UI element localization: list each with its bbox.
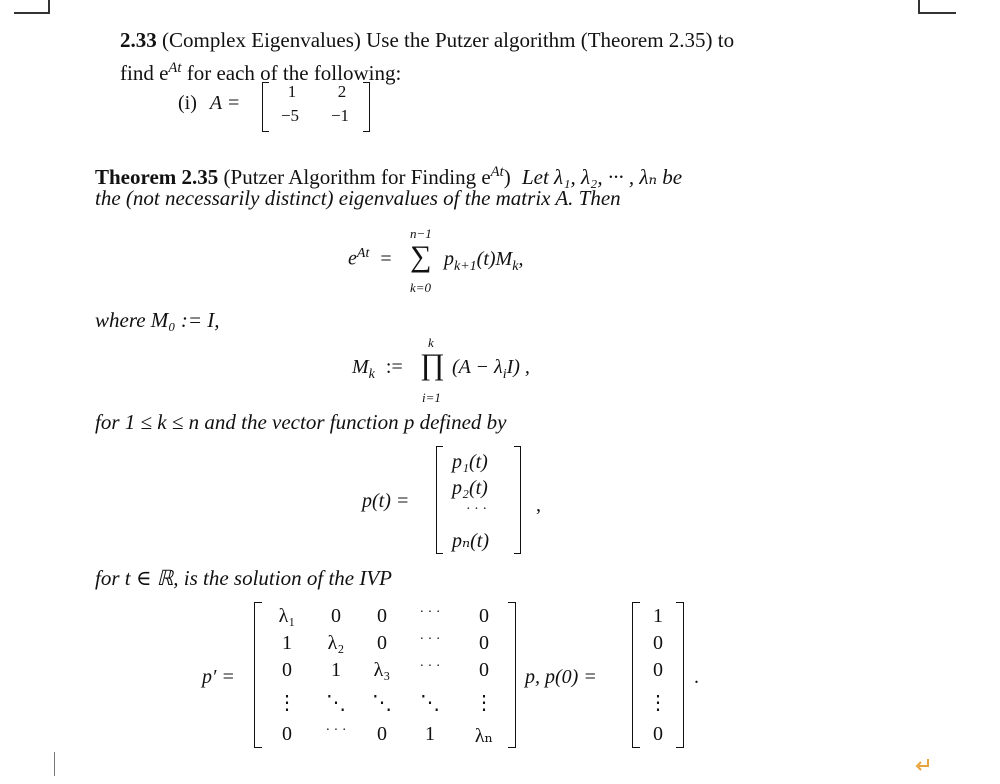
product-symbol-icon: ∏ — [420, 348, 445, 381]
eq4-lhs: p′ = — [202, 666, 235, 688]
eq1-lhs-base: e — [348, 247, 357, 270]
big-matrix-cell: 1 — [425, 723, 435, 745]
where-text: where M₀ := I, — [95, 308, 220, 332]
corner-mark-top-left — [14, 0, 50, 14]
matrix-a-left-bracket — [262, 82, 269, 132]
eq3-comma: , — [536, 494, 541, 516]
part-label: (i) — [178, 92, 197, 114]
eq1-lhs-sup: At — [356, 246, 370, 261]
big-matrix-cell: · · · — [325, 723, 347, 738]
eq1-rhs-sub: k+1 — [454, 259, 477, 274]
eq2-prod-bottom: i=1 — [422, 390, 441, 405]
vector-p-entry: · · · — [466, 502, 487, 517]
theorem-line-2: the (not necessarily distinct) eigenvalues of the matrix A. Then — [95, 186, 621, 210]
big-matrix-cell: 0 — [282, 723, 292, 745]
big-matrix-cell: ⋱ — [326, 692, 346, 714]
matrix-a-cell: −5 — [280, 106, 300, 125]
problem-number: 2.33 — [120, 28, 157, 52]
eq1-rhs-rest: (t)M — [476, 248, 513, 270]
matrix-a-cell: −1 — [330, 106, 350, 125]
init-vector-cell: 0 — [653, 659, 663, 681]
problem-line-2 — [120, 54, 734, 87]
eq3-lhs: p(t) = — [362, 490, 410, 512]
ivp-text: for t ∈ ℝ, is the solution of the IVP — [95, 566, 392, 590]
big-matrix-cell: · · · — [419, 605, 441, 620]
return-arrow-icon — [914, 756, 932, 774]
big-matrix-cell: 1 — [331, 659, 341, 681]
problem-line2-text: find e — [120, 61, 169, 85]
eq1-sum-top: n−1 — [410, 226, 432, 241]
corner-mark-bottom-left — [54, 752, 55, 776]
big-matrix-cell: ⋱ — [372, 692, 392, 714]
eq1-rhs-sub2: k — [512, 259, 519, 274]
big-matrix-cell: 0 — [377, 632, 387, 654]
sum-symbol-icon: ∑ — [410, 240, 432, 273]
big-matrix-cell: ⋱ — [420, 692, 440, 714]
matrix-a-cell: 1 — [287, 82, 297, 101]
problem-line2-rest: for each of the following: — [186, 61, 402, 85]
problem-line2-sup: At — [168, 60, 182, 76]
big-matrix-cell: 0 — [479, 605, 489, 627]
big-matrix-left-bracket — [254, 602, 262, 748]
eq1-sum-bottom: k=0 — [410, 280, 432, 295]
matrix-a-right-bracket — [363, 82, 370, 132]
problem-statement — [120, 26, 734, 87]
big-matrix-right-bracket — [508, 602, 516, 748]
big-matrix-cell: 0 — [282, 659, 292, 681]
big-matrix-cell: 0 — [377, 605, 387, 627]
eq2-rhs-rest: I) , — [506, 356, 530, 378]
eq4-mid-text: p, p(0) = — [525, 666, 597, 688]
part-i-label — [178, 92, 240, 115]
eq2-rhs-sub: i — [502, 367, 507, 382]
problem-heading: (Complex Eigenvalues) — [162, 28, 361, 52]
eq2-lhs — [352, 356, 403, 383]
big-matrix-cell: λ₃ — [373, 659, 391, 681]
big-matrix-cell: ⋮ — [277, 692, 297, 714]
vector-p-entry: p₂(t) — [452, 477, 488, 499]
eq2-assign: := — [385, 356, 403, 378]
theorem-title-paren: (Putzer Algorithm for Finding e — [223, 165, 491, 189]
big-matrix-cell: λ₂ — [327, 632, 345, 654]
for-text: for 1 ≤ k ≤ n and the vector function p defined by — [95, 410, 507, 434]
matrix-a-cell: 2 — [337, 82, 347, 101]
eq1-rhs-base: p — [444, 248, 454, 270]
eq2-rhs — [452, 356, 530, 383]
big-matrix-cell: 1 — [282, 632, 292, 654]
big-matrix-cell: ⋮ — [474, 692, 494, 714]
theorem-title-close: ) — [503, 165, 511, 189]
problem-line-1 — [120, 26, 734, 54]
eq1-rhs — [444, 248, 523, 275]
corner-mark-top-right — [918, 0, 956, 14]
eq2-lhs-base: M — [352, 356, 369, 378]
eq2-lhs-sub: k — [368, 367, 375, 382]
eq2-rhs-base: (A − λ — [452, 356, 503, 378]
vector-p-entry: p₁(t) — [452, 451, 488, 473]
theorem-title: Theorem 2.35 — [95, 165, 219, 189]
matrix-var: A = — [209, 92, 241, 114]
big-matrix-cell: · · · — [419, 632, 441, 647]
vector-p-entry: pₙ(t) — [452, 530, 489, 552]
big-matrix-cell: λₙ — [474, 725, 494, 747]
eq1-comma: , — [518, 248, 524, 270]
init-vector-cell: 0 — [653, 632, 663, 654]
theorem-intro: Let λ₁, λ₂, ··· , λₙ be — [521, 165, 683, 189]
init-vector-cell: 0 — [653, 723, 663, 745]
init-vector-cell: ⋮ — [648, 692, 668, 714]
big-matrix-cell: · · · — [419, 659, 441, 674]
eq1-lhs — [348, 246, 392, 271]
big-matrix-cell: 0 — [479, 659, 489, 681]
big-matrix-cell: 0 — [331, 605, 341, 627]
theorem-title-sup: At — [490, 164, 504, 180]
eq2-prod-top: k — [428, 335, 434, 350]
big-matrix-cell: 0 — [377, 723, 387, 745]
problem-line1-text: Use the Putzer algorithm (Theorem 2.35) to — [366, 28, 735, 52]
eq4-period: . — [694, 666, 699, 688]
vector-p-right-bracket — [514, 446, 521, 554]
init-vector-cell: 1 — [653, 605, 663, 627]
vector-p-left-bracket — [436, 446, 443, 554]
eq4-mid — [525, 666, 597, 689]
big-matrix-cell: λ₁ — [278, 605, 296, 627]
eq1-equals: = — [380, 247, 392, 270]
big-matrix-cell: 0 — [479, 632, 489, 654]
